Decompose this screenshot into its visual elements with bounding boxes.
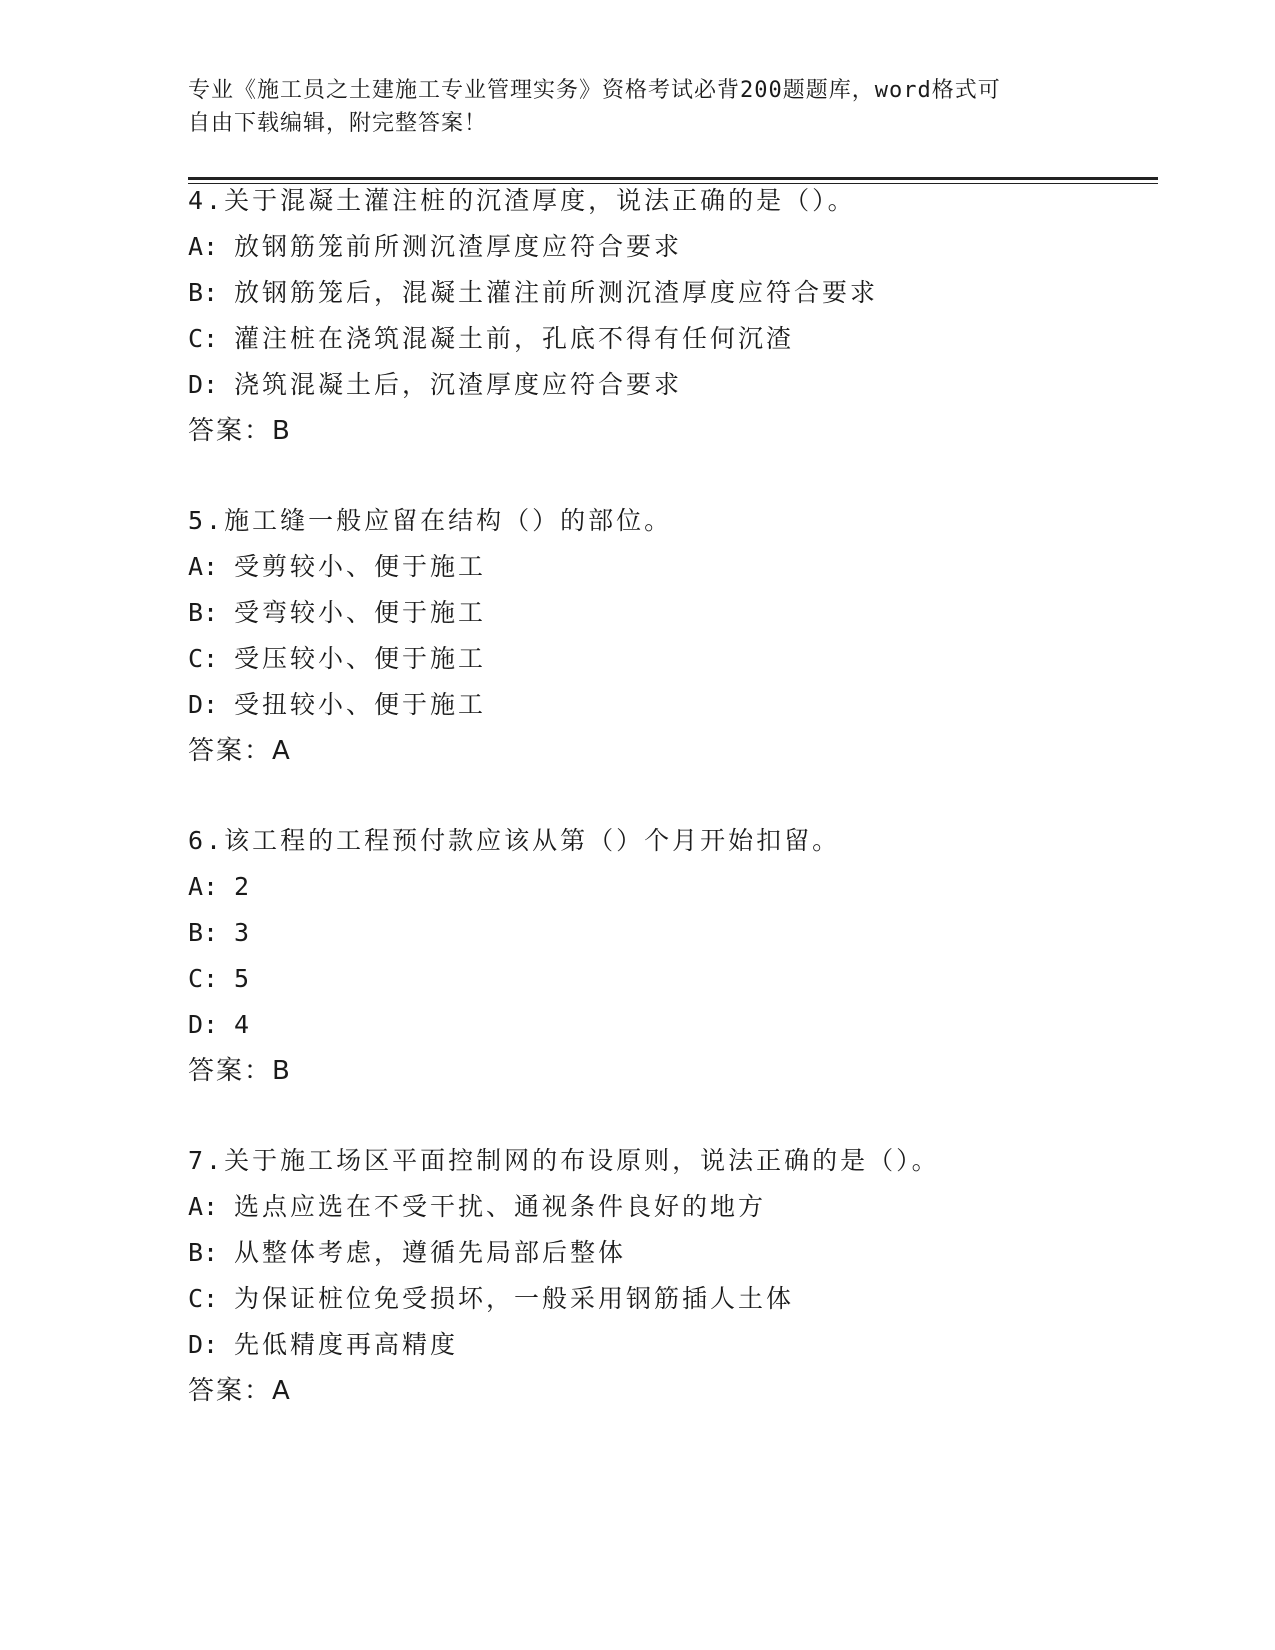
option-letter: B: xyxy=(188,278,219,307)
option-text: 先低精度再高精度 xyxy=(234,1330,459,1359)
option-text: 受剪较小、便于施工 xyxy=(234,552,487,581)
header-line-1: 专业《施工员之土建施工专业管理实务》资格考试必背200题题库，word格式可 xyxy=(188,78,1001,103)
question-stem: 7.关于施工场区平面控制网的布设原则，说法正确的是（）。 xyxy=(188,1146,940,1175)
option-letter: C: xyxy=(188,1284,219,1313)
question-block-4 xyxy=(188,178,1168,454)
header-line-2: 自由下载编辑，附完整答案！ xyxy=(188,111,488,136)
question-stem: 4.关于混凝土灌注桩的沉渣厚度，说法正确的是（）。 xyxy=(188,186,856,215)
option-text: 2 xyxy=(234,872,253,901)
option-b xyxy=(188,910,1168,956)
answer-line: 答案：B xyxy=(188,1056,292,1086)
option-letter: B: xyxy=(188,1238,219,1267)
option-text: 浇筑混凝土后，沉渣厚度应符合要求 xyxy=(234,370,683,399)
option-a xyxy=(188,544,1168,590)
option-letter: B: xyxy=(188,918,219,947)
option-a xyxy=(188,864,1168,910)
answer-line: 答案：A xyxy=(188,1376,292,1406)
option-text: 放钢筋笼前所测沉渣厚度应符合要求 xyxy=(234,232,683,261)
question-block-7 xyxy=(188,1138,1168,1414)
option-text: 3 xyxy=(234,918,253,947)
option-text: 放钢筋笼后，混凝土灌注前所测沉渣厚度应符合要求 xyxy=(234,278,879,307)
option-text: 受弯较小、便于施工 xyxy=(234,598,487,627)
option-text: 为保证桩位免受损坏，一般采用钢筋插人土体 xyxy=(234,1284,795,1313)
option-c xyxy=(188,636,1168,682)
option-b xyxy=(188,590,1168,636)
option-letter: B: xyxy=(188,598,219,627)
option-d xyxy=(188,1002,1168,1048)
option-text: 选点应选在不受干扰、通视条件良好的地方 xyxy=(234,1192,767,1221)
option-b xyxy=(188,1230,1168,1276)
option-c xyxy=(188,956,1168,1002)
option-d xyxy=(188,362,1168,408)
option-text: 从整体考虑，遵循先局部后整体 xyxy=(234,1238,627,1267)
question-stem: 5.施工缝一般应留在结构（）的部位。 xyxy=(188,506,673,535)
question-block-6 xyxy=(188,818,1168,1094)
answer-line: 答案：B xyxy=(188,416,292,446)
option-letter: A: xyxy=(188,552,219,581)
option-letter: A: xyxy=(188,872,219,901)
option-c xyxy=(188,1276,1168,1322)
option-letter: D: xyxy=(188,690,219,719)
option-text: 5 xyxy=(234,964,253,993)
document-header xyxy=(188,74,1088,140)
option-letter: C: xyxy=(188,644,219,673)
option-letter: D: xyxy=(188,1010,219,1039)
option-text: 受扭较小、便于施工 xyxy=(234,690,487,719)
option-letter: D: xyxy=(188,370,219,399)
question-block-5 xyxy=(188,498,1168,774)
option-letter: A: xyxy=(188,1192,219,1221)
option-letter: D: xyxy=(188,1330,219,1359)
option-a xyxy=(188,224,1168,270)
option-text: 灌注桩在浇筑混凝土前，孔底不得有任何沉渣 xyxy=(234,324,795,353)
option-c xyxy=(188,316,1168,362)
answer-line: 答案：A xyxy=(188,736,292,766)
option-d xyxy=(188,682,1168,728)
option-b xyxy=(188,270,1168,316)
option-text: 4 xyxy=(234,1010,253,1039)
option-a xyxy=(188,1184,1168,1230)
option-letter: C: xyxy=(188,964,219,993)
option-text: 受压较小、便于施工 xyxy=(234,644,487,673)
question-stem: 6.该工程的工程预付款应该从第（）个月开始扣留。 xyxy=(188,826,841,855)
option-letter: C: xyxy=(188,324,219,353)
option-letter: A: xyxy=(188,232,219,261)
option-d xyxy=(188,1322,1168,1368)
